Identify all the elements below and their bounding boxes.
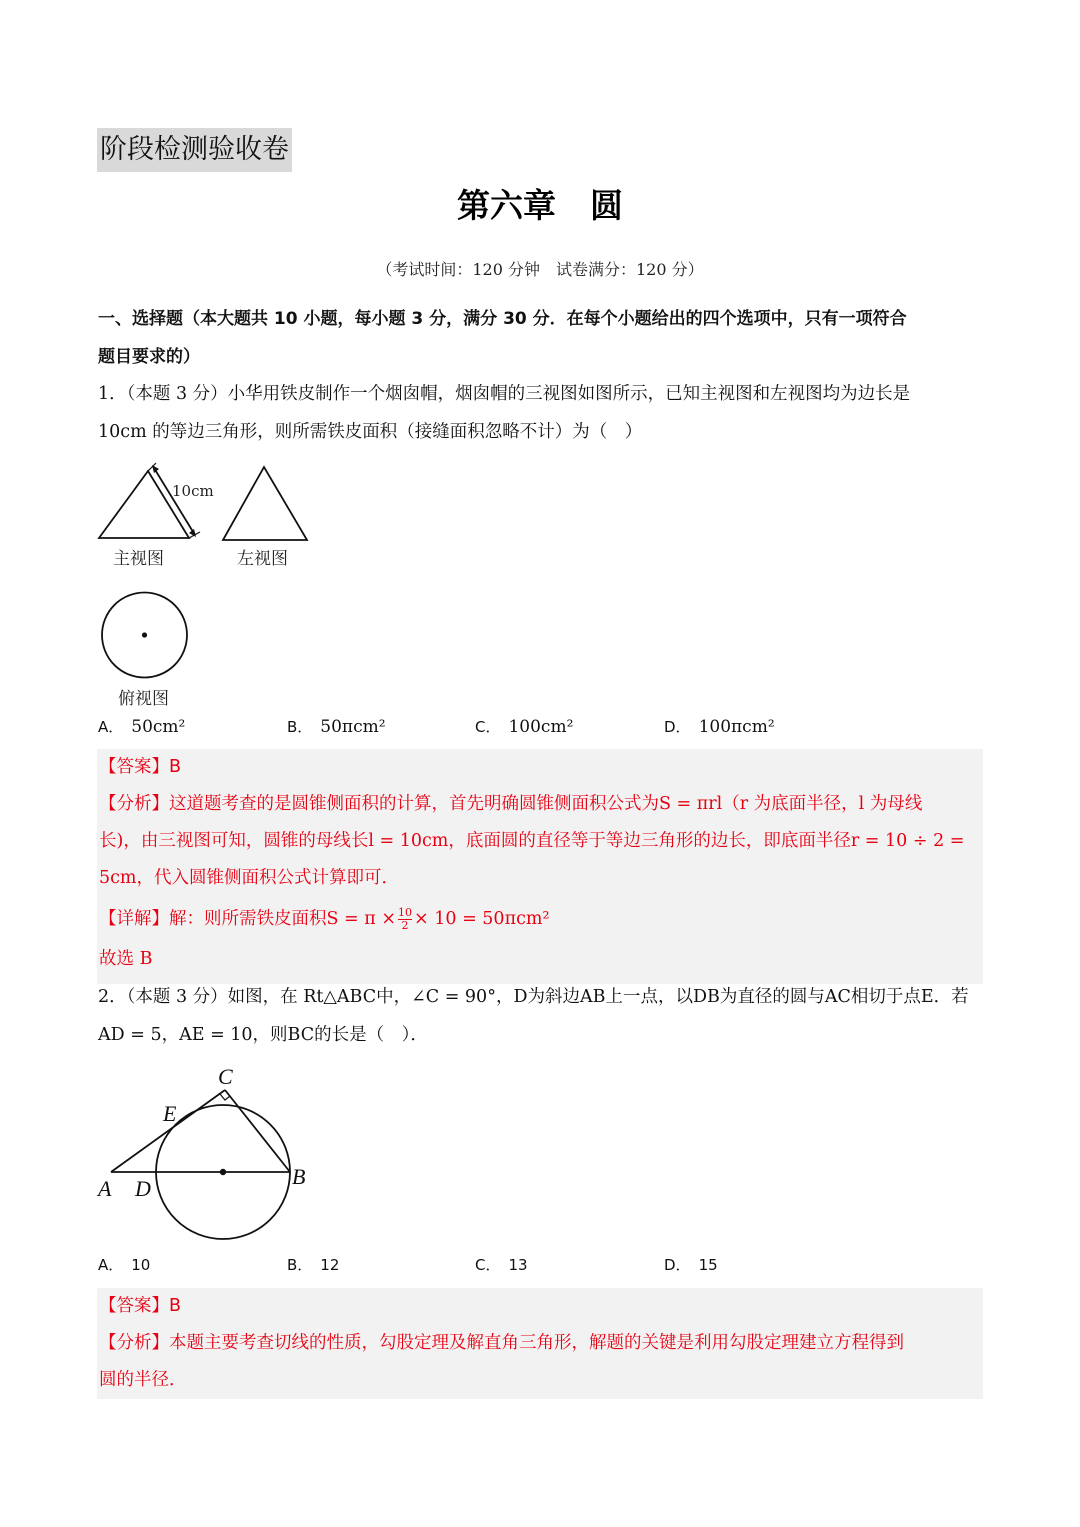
section-heading [98, 300, 983, 376]
question-2-answer-box [97, 1288, 983, 1399]
option-label: B． [287, 1256, 313, 1274]
top-view-figure [100, 592, 190, 682]
question-1-answer-box [97, 749, 983, 984]
section-heading-line: 一、选择题（本大题共 10 小题，每小题 3 分，满分 30 分．在每个小题给出的四个选项中，只有一项符合 [98, 309, 907, 329]
option-c[interactable] [475, 716, 573, 737]
option-a[interactable] [98, 1254, 150, 1275]
question-2-options [98, 1254, 983, 1284]
doc-tag: 阶段检测验收卷 [97, 128, 292, 172]
option-text: 100πcm² [698, 717, 775, 737]
fraction [398, 907, 412, 932]
analysis-text: 长)，由三视图可知，圆锥的母线长l = 10cm，底面圆的直径等于等边三角形的边长，即底面半径r = 10 ÷ 2 = [99, 831, 965, 851]
point-c-label: C [218, 1064, 233, 1089]
chapter-name: 圆 [590, 186, 623, 225]
option-text: 13 [508, 1256, 528, 1274]
option-a[interactable] [98, 716, 185, 737]
stem-line: 2．（本题 3 分）如图，在 Rt△ABC中，∠C = 90°，D为斜边AB上一点，以DB为直径的圆与AC相切于点E．若 [98, 987, 969, 1007]
option-d[interactable] [664, 716, 775, 737]
stem-line: 10cm 的等边三角形，则所需铁皮面积（接缝面积忽略不计）为（ ） [98, 422, 643, 442]
detail-line [99, 897, 981, 941]
fraction-denominator: 2 [401, 919, 409, 932]
analysis-text: 本题主要考查切线的性质，勾股定理及解直角三角形，解题的关键是利用勾股定理建立方程得到 [169, 1333, 904, 1353]
option-label: D． [664, 718, 691, 736]
left-view-caption: 左视图 [237, 549, 288, 569]
option-label: B． [287, 718, 313, 736]
point-e-label: E [163, 1101, 177, 1126]
chapter-number: 第六章 [457, 186, 556, 225]
section-heading-line: 题目要求的） [98, 347, 200, 367]
option-text: 15 [698, 1256, 718, 1274]
answer-line [99, 749, 981, 786]
question-1-stem [98, 375, 983, 451]
analysis-text: 圆的半径． [99, 1370, 187, 1390]
detail-text: 解：则所需铁皮面积S = π × [169, 909, 397, 929]
option-label: D． [664, 1256, 691, 1274]
geometry-figure [90, 1055, 330, 1245]
option-d[interactable] [664, 1254, 718, 1275]
stem-line: AD = 5，AE = 10，则BC的长是（ ）． [98, 1025, 428, 1045]
question-1-options [98, 716, 983, 746]
option-label: C． [475, 1256, 501, 1274]
option-text: 12 [320, 1256, 340, 1274]
analysis-text: 5cm，代入圆锥侧面积公式计算即可． [99, 868, 400, 888]
point-b-label: B [292, 1164, 306, 1189]
option-c[interactable] [475, 1254, 528, 1275]
option-text: 50cm² [131, 717, 186, 737]
fraction-numerator: 10 [398, 906, 413, 919]
front-view-caption: 主视图 [113, 549, 164, 569]
analysis-tag: 【分析】 [99, 794, 169, 814]
stem-line: 1．（本题 3 分）小华用铁皮制作一个烟囱帽，烟囱帽的三视图如图所示，已知主视图和左视图均为边长是 [98, 384, 911, 404]
option-text: 10 [131, 1256, 151, 1274]
top-view-caption: 俯视图 [118, 689, 169, 709]
analysis-line [99, 1325, 981, 1362]
left-view-figure [220, 465, 310, 545]
option-label: C． [475, 718, 501, 736]
detail-tag: 【详解】 [99, 909, 169, 929]
option-text: 50πcm² [320, 717, 386, 737]
page-title [0, 180, 1080, 227]
analysis-tag: 【分析】 [99, 1333, 169, 1353]
option-b[interactable] [287, 716, 386, 737]
answer-tag: 【答案】 [99, 757, 169, 777]
option-b[interactable] [287, 1254, 339, 1275]
option-text: 100cm² [508, 717, 574, 737]
answer-line [99, 1288, 981, 1325]
point-a-label: A [98, 1176, 112, 1201]
analysis-line [99, 786, 981, 823]
analysis-text: 这道题考查的是圆锥侧面积的计算，首先明确圆锥侧面积公式为S = πrl（r 为底面半径，l 为母线 [169, 794, 923, 814]
conclusion: 故选 B [99, 949, 153, 969]
dimension-label: 10cm [172, 482, 214, 500]
exam-info: （考试时间：120 分钟 试卷满分：120 分） [376, 260, 704, 279]
question-2-stem [98, 978, 983, 1054]
detail-text: × 10 = 50πcm² [414, 909, 550, 929]
point-d-label: D [135, 1176, 151, 1201]
option-label: A． [98, 1256, 124, 1274]
front-view-figure [96, 455, 216, 545]
option-label: A． [98, 718, 124, 736]
answer-value: B [169, 1296, 182, 1316]
answer-value: B [169, 757, 182, 777]
answer-tag: 【答案】 [99, 1296, 169, 1316]
